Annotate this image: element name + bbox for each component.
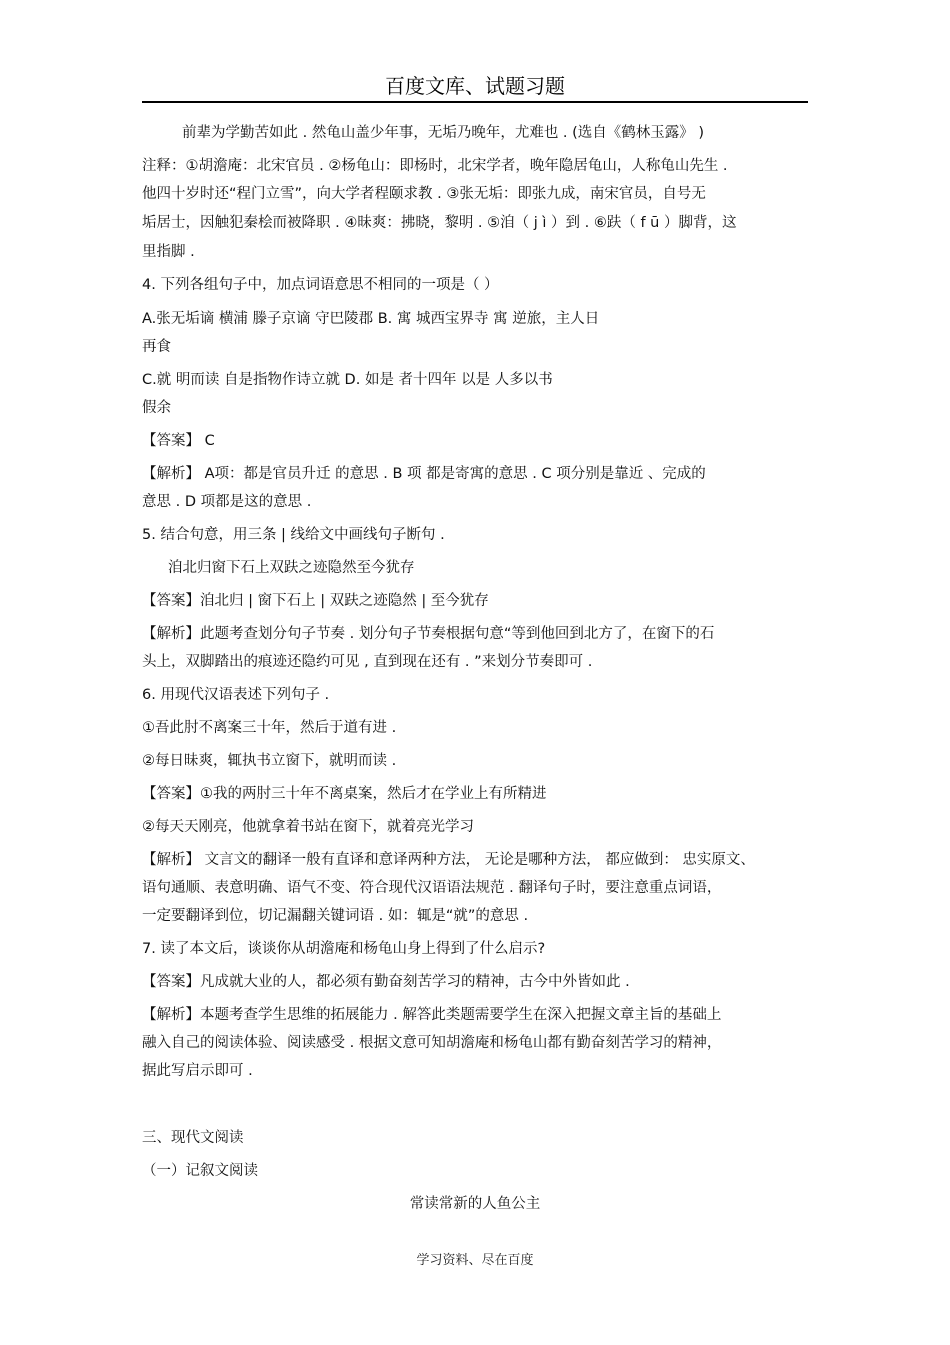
- text-line: ②每天天刚亮，他就拿着书站在窗下，就着亮光学习: [142, 819, 474, 835]
- option-c-d: C.就 明而读 自是指物作诗立就 D. 如是 者十四年 以是 人多以书: [142, 372, 553, 388]
- answer-5: 【答案】洎北归 | 窗下石上 | 双趺之迹隐然 | 至今犹存: [142, 593, 489, 609]
- text-line: 前辈为学勤苦如此 . 然龟山盖少年事，无垢乃晚年，尤难也 . (选自《鹤林玉露》 ): [182, 125, 705, 141]
- text-line: 据此写启示即可 .: [142, 1063, 253, 1079]
- question-6: 6. 用现代汉语表述下列句子 .: [142, 687, 330, 703]
- subsection-heading: （一）记叙文阅读: [142, 1163, 258, 1179]
- text-line: 再食: [142, 339, 171, 355]
- text-line: 他四十岁时还“程门立雪”，向大学者程颐求教 . ③张无垢：即张九成，南宋官员，自号无: [142, 186, 706, 202]
- sentence-1: ①吾此肘不离案三十年，然后于道有进 .: [142, 720, 397, 736]
- sentence-2: ②每日昧爽，辄执书立窗下，就明而读 .: [142, 753, 397, 769]
- question-5: 5. 结合句意，用三条 | 线给文中画线句子断句 .: [142, 527, 445, 543]
- question-4: 4. 下列各组句子中，加点词语意思不相同的一项是（ ）: [142, 277, 499, 293]
- text-line: 注释：①胡澹庵：北宋官员 . ②杨龟山：即杨时，北宋学者，晚年隐居龟山，人称龟山先生 .: [142, 158, 728, 174]
- header-divider: [142, 101, 808, 103]
- text-line: 语句通顺、表意明确、语气不变、符合现代汉语语法规范 . 翻译句子时，要注意重点词语，: [142, 880, 722, 896]
- text-line: 头上，双脚踏出的痕迹还隐约可见 , 直到现在还有 . ”来划分节奏即可 .: [142, 654, 593, 670]
- page-footer: 学习资料、尽在百度: [416, 1253, 534, 1268]
- document-title: 百度文库、试题习题: [385, 74, 565, 98]
- text-line: 里指脚 .: [142, 244, 195, 260]
- text-line: 一定要翻译到位，切记漏翻关键词语 . 如：辄是“就”的意思 .: [142, 908, 529, 924]
- answer-7: 【答案】凡成就大业的人，都必须有勤奋刻苦学习的精神，古今中外皆如此 .: [142, 974, 630, 990]
- answer-4: 【答案】 C: [142, 433, 215, 449]
- analysis-6: 【解析】 文言文的翻译一般有直译和意译两种方法， 无论是哪种方法， 都应做到： 忠实原文、: [142, 852, 755, 868]
- text-line: 假余: [142, 400, 171, 416]
- option-a-b: A.张无垢谪 横浦 滕子京谪 守巴陵郡 B. 寓 城西宝界寺 寓 逆旅，主人日: [142, 311, 600, 327]
- section-heading: 三、现代文阅读: [142, 1130, 244, 1146]
- analysis-4: 【解析】 A项：都是官员升迁 的意思 . B 项 都是寄寓的意思 . C 项分别是靠近 、完成的: [142, 466, 706, 482]
- analysis-7: 【解析】本题考查学生思维的拓展能力 . 解答此类题需要学生在深入把握文章主旨的基础上: [142, 1007, 722, 1023]
- underlined-sentence: 洎北归窗下石上双趺之迹隐然至今犹存: [168, 560, 415, 576]
- text-line: 融入自己的阅读体验、阅读感受 . 根据文意可知胡澹庵和杨龟山都有勤奋刻苦学习的精神，: [142, 1035, 722, 1051]
- text-line: 意思 . D 项都是这的意思 .: [142, 494, 312, 510]
- answer-6: 【答案】①我的两肘三十年不离桌案，然后才在学业上有所精进: [142, 786, 547, 802]
- analysis-5: 【解析】此题考查划分句子节奏 . 划分句子节奏根据句意“等到他回到北方了，在窗下的石: [142, 626, 715, 642]
- text-line: 垢居士，因触犯秦桧而被降职 . ④昧爽：拂晓，黎明 . ⑤洎（ j ì ）到 . ⑥趺（ f ū ）脚背，这: [142, 215, 737, 231]
- article-title: 常读常新的人鱼公主: [409, 1196, 541, 1212]
- question-7: 7. 读了本文后，谈谈你从胡澹庵和杨龟山身上得到了什么启示?: [142, 941, 546, 957]
